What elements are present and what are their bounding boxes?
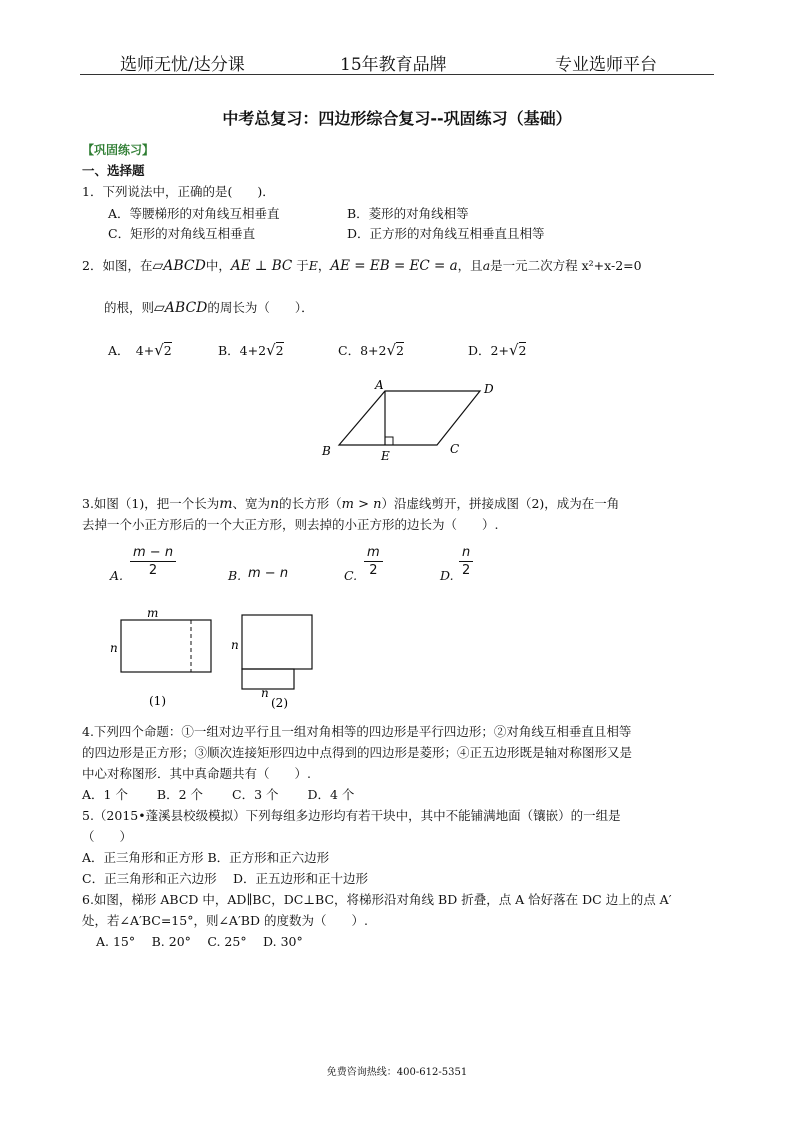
fig2-label-n-bottom: n bbox=[261, 686, 269, 700]
q2-stem-2 bbox=[104, 298, 314, 316]
label-c: C bbox=[450, 442, 460, 456]
q2-parallelogram-2: ▱ABCD bbox=[154, 300, 208, 316]
q2-stem bbox=[82, 256, 642, 274]
q3-var-m: m bbox=[219, 496, 233, 512]
q1-option-d: D．正方形的对角线互相垂直且相等 bbox=[347, 226, 545, 241]
q2-text-8: 的周长为（ ）． bbox=[207, 300, 314, 315]
label-b: B bbox=[322, 444, 331, 458]
q6-line-2: 处，若∠A′BC=15°，则∠A′BD 的度数为（ ）. bbox=[82, 913, 368, 928]
q2-point-e: E bbox=[308, 258, 318, 273]
q2-option-b: B．4+2√2 bbox=[218, 341, 284, 359]
q2-option-d: D．2+√2 bbox=[468, 341, 527, 359]
fig2-square bbox=[242, 615, 312, 669]
q2-text-2: 中， bbox=[205, 258, 231, 273]
header-slogan: 15年教育品牌 bbox=[340, 55, 447, 75]
q3-figures bbox=[105, 605, 335, 710]
q1-option-c: C．矩形的对角线互相垂直 bbox=[108, 226, 256, 241]
q2-parallelogram: ▱ABCD bbox=[152, 258, 206, 274]
q2-text-5: ，且 bbox=[457, 258, 483, 273]
q2-text-3: 于 bbox=[296, 258, 309, 273]
q4-options: A．1 个 B．2 个 C．3 个 D．4 个 bbox=[82, 787, 355, 802]
q4-line-1: 4.下列四个命题：①一组对边平行且一组对角相等的四边形是平行四边形；②对角线互相垂直且相等 bbox=[82, 724, 632, 739]
q1-stem: 1．下列说法中，正确的是( )． bbox=[82, 184, 275, 199]
q2-parallelogram-figure bbox=[310, 375, 510, 465]
section-tag: 【巩固练习】 bbox=[82, 143, 155, 157]
header-brand: 选师无忧/达分课 bbox=[120, 55, 245, 75]
q3-stem-2: 去掉一个小正方形后的一个大正方形，则去掉的小正方形的边长为（ ）. bbox=[82, 517, 499, 532]
header-rule bbox=[80, 74, 714, 75]
q2-option-c: C．8+2√2 bbox=[338, 341, 404, 359]
q1-option-b: B．菱形的对角线相等 bbox=[347, 206, 469, 221]
q3-option-b-value: m − n bbox=[248, 566, 289, 581]
parallelogram-shape bbox=[339, 391, 480, 445]
q3-inequality: m > n bbox=[341, 497, 382, 512]
label-a: A bbox=[375, 378, 384, 392]
header-platform: 专业选师平台 bbox=[555, 55, 657, 75]
q2-perp: AE ⊥ BC bbox=[230, 258, 293, 274]
q2-equation: AE = EB = EC = a bbox=[330, 258, 458, 274]
q5-line-1: 5.（2015•蓬溪县校级模拟）下列每组多边形均有若干块中，其中不能铺满地面（镶嵌）的一组是 bbox=[82, 808, 621, 823]
q3-option-c-fraction: $\frac{m}{2}$ bbox=[364, 545, 383, 580]
q2-var-a: a bbox=[482, 258, 491, 273]
q3-stem: 3.如图（1)，把一个长为m、宽为n的长方形（m > n）沿虚线剪开，拼接成图（2)，成为在一角 bbox=[82, 496, 620, 512]
section-heading: 一、选择题 bbox=[82, 163, 145, 178]
q4-line-2: 的四边形是正方形；③顺次连接矩形四边中点得到的四边形是菱形；④正五边形既是轴对称图形又是 bbox=[82, 745, 633, 760]
q5-options-cd: C．正三角形和正六边形 D．正五边形和正十边形 bbox=[82, 871, 369, 886]
q6-options: A. 15° B. 20° C. 25° D. 30° bbox=[96, 934, 303, 949]
q2-text-6: 是一元二次方程 x²+x-2=0 bbox=[490, 258, 642, 273]
q6-line-1: 6.如图，梯形 ABCD 中，AD∥BC，DC⊥BC，将梯形沿对角线 BD 折叠，点 A 恰好落在 DC 边上的点 A′ bbox=[82, 892, 672, 907]
label-d: D bbox=[484, 382, 494, 396]
fig1-caption: (1) bbox=[149, 694, 166, 708]
q5-line-2: （ ） bbox=[82, 829, 133, 844]
q2-option-a: A． 4+√2 bbox=[108, 341, 172, 359]
q1-option-a: A．等腰梯形的对角线互相垂直 bbox=[108, 206, 280, 221]
fig1-label-n: n bbox=[110, 641, 118, 655]
q3-option-a-label: A. bbox=[110, 568, 124, 583]
page-title: 中考总复习：四边形综合复习--巩固练习（基础） bbox=[222, 109, 572, 128]
right-angle-mark bbox=[385, 437, 393, 445]
fig1-label-m: m bbox=[147, 606, 159, 620]
q3-option-c-label: C. bbox=[344, 568, 358, 583]
q3-option-a-fraction: $\frac{m - n}{2}$ bbox=[130, 545, 176, 580]
q2-text-1: 2．如图，在 bbox=[82, 258, 153, 273]
q2-text-7: 的根，则 bbox=[104, 300, 155, 315]
q3-option-d-fraction: $\frac{n}{2}$ bbox=[459, 545, 473, 580]
footer-hotline: 免费咨询热线：400-612-5351 bbox=[326, 1067, 468, 1078]
q4-line-3: 中心对称图形．其中真命题共有（ ）. bbox=[82, 766, 311, 781]
fig2-label-n-side: n bbox=[231, 638, 239, 652]
q2-text-4: ， bbox=[317, 258, 331, 273]
q3-option-b-label: B. bbox=[228, 568, 242, 583]
q3-option-d-label: D. bbox=[440, 568, 454, 583]
fig2-caption: (2) bbox=[271, 696, 288, 710]
fig1-rectangle bbox=[121, 620, 211, 672]
q5-options-ab: A．正三角形和正方形 B．正方形和正六边形 bbox=[82, 850, 330, 865]
label-e: E bbox=[381, 449, 390, 463]
q3-var-n: n bbox=[270, 496, 280, 512]
